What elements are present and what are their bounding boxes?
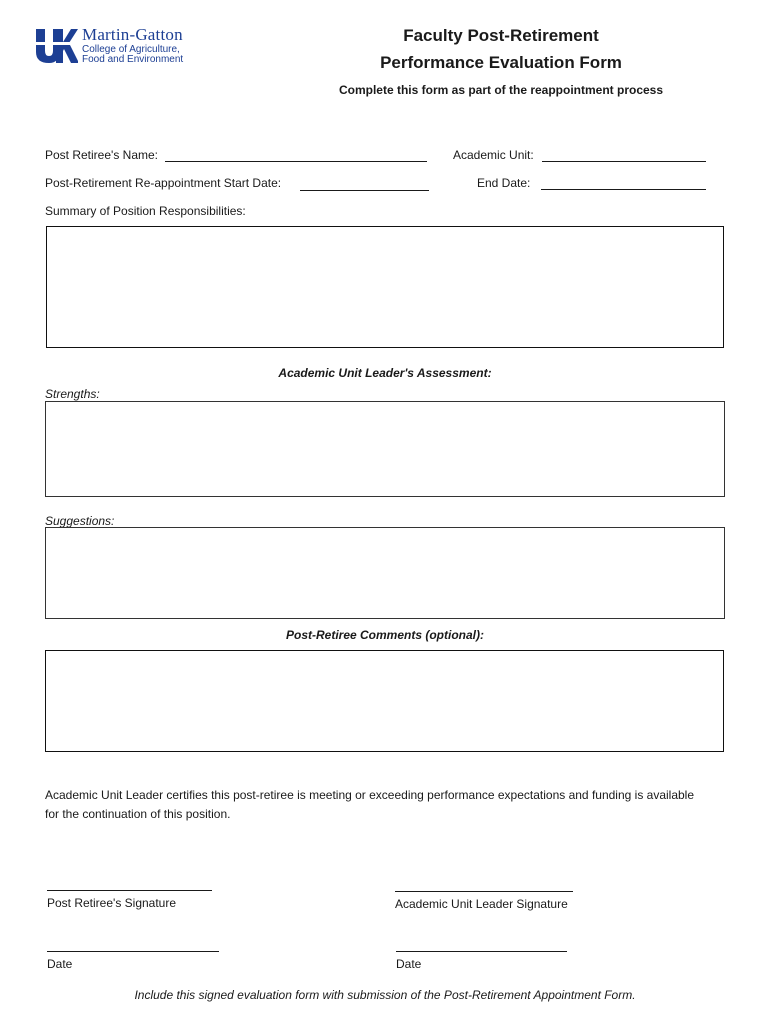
logo-subtitle-line1: College of Agriculture, [82, 44, 180, 55]
summary-box [46, 226, 724, 348]
end-date-input[interactable] [542, 174, 705, 188]
summary-label: Summary of Position Responsibilities: [45, 204, 246, 218]
start-date-label: Post-Retirement Re-appointment Start Date: [45, 176, 282, 190]
uk-logo-icon [34, 26, 78, 66]
suggestions-label: Suggestions: [45, 514, 115, 528]
academic-unit-label: Academic Unit: [453, 148, 534, 162]
logo-name: Martin-Gatton [82, 25, 183, 44]
academic-unit-input[interactable] [543, 146, 705, 160]
suggestions-textarea[interactable] [46, 528, 724, 618]
retiree-name-label: Post Retiree's Name: [45, 148, 158, 162]
certification-text: Academic Unit Leader certifies this post-retiree is meeting or exceeding performance expectations and funding is available for the continuation of this position. [45, 788, 695, 821]
comments-heading: Post-Retiree Comments (optional): [285, 628, 484, 642]
assessment-heading: Academic Unit Leader's Assessment: [278, 366, 492, 380]
leader-date-label: Date [396, 957, 422, 971]
retiree-date-label: Date [47, 957, 73, 971]
retiree-name-input[interactable] [166, 146, 426, 160]
end-date-label: End Date: [477, 176, 531, 190]
start-date-line [300, 190, 429, 191]
strengths-box [45, 401, 725, 497]
suggestions-box [45, 527, 725, 619]
comments-box [45, 650, 724, 752]
logo-subtitle-line2: Food and Environment [82, 54, 184, 65]
leader-signature-label: Academic Unit Leader Signature [395, 897, 568, 911]
leader-signature-line[interactable] [395, 891, 573, 892]
retiree-date-line[interactable] [47, 951, 219, 952]
form-subtitle: Complete this form as part of the reappointment process [338, 83, 664, 97]
logo-subtitle [82, 45, 183, 65]
start-date-input[interactable] [301, 175, 428, 189]
strengths-label: Strengths: [45, 387, 100, 401]
academic-unit-line [542, 161, 706, 162]
form-title-line2: Performance Evaluation Form [380, 53, 622, 72]
retiree-name-line [165, 161, 427, 162]
summary-textarea[interactable] [47, 227, 723, 347]
strengths-textarea[interactable] [46, 402, 724, 496]
leader-date-line[interactable] [396, 951, 567, 952]
end-date-line [541, 189, 706, 190]
comments-textarea[interactable] [46, 651, 723, 751]
retiree-signature-line[interactable] [47, 890, 212, 891]
footer-note: Include this signed evaluation form with submission of the Post-Retirement Appointment Form. [134, 988, 636, 1002]
form-title-line1: Faculty Post-Retirement [403, 26, 599, 45]
retiree-signature-label: Post Retiree's Signature [47, 896, 177, 910]
